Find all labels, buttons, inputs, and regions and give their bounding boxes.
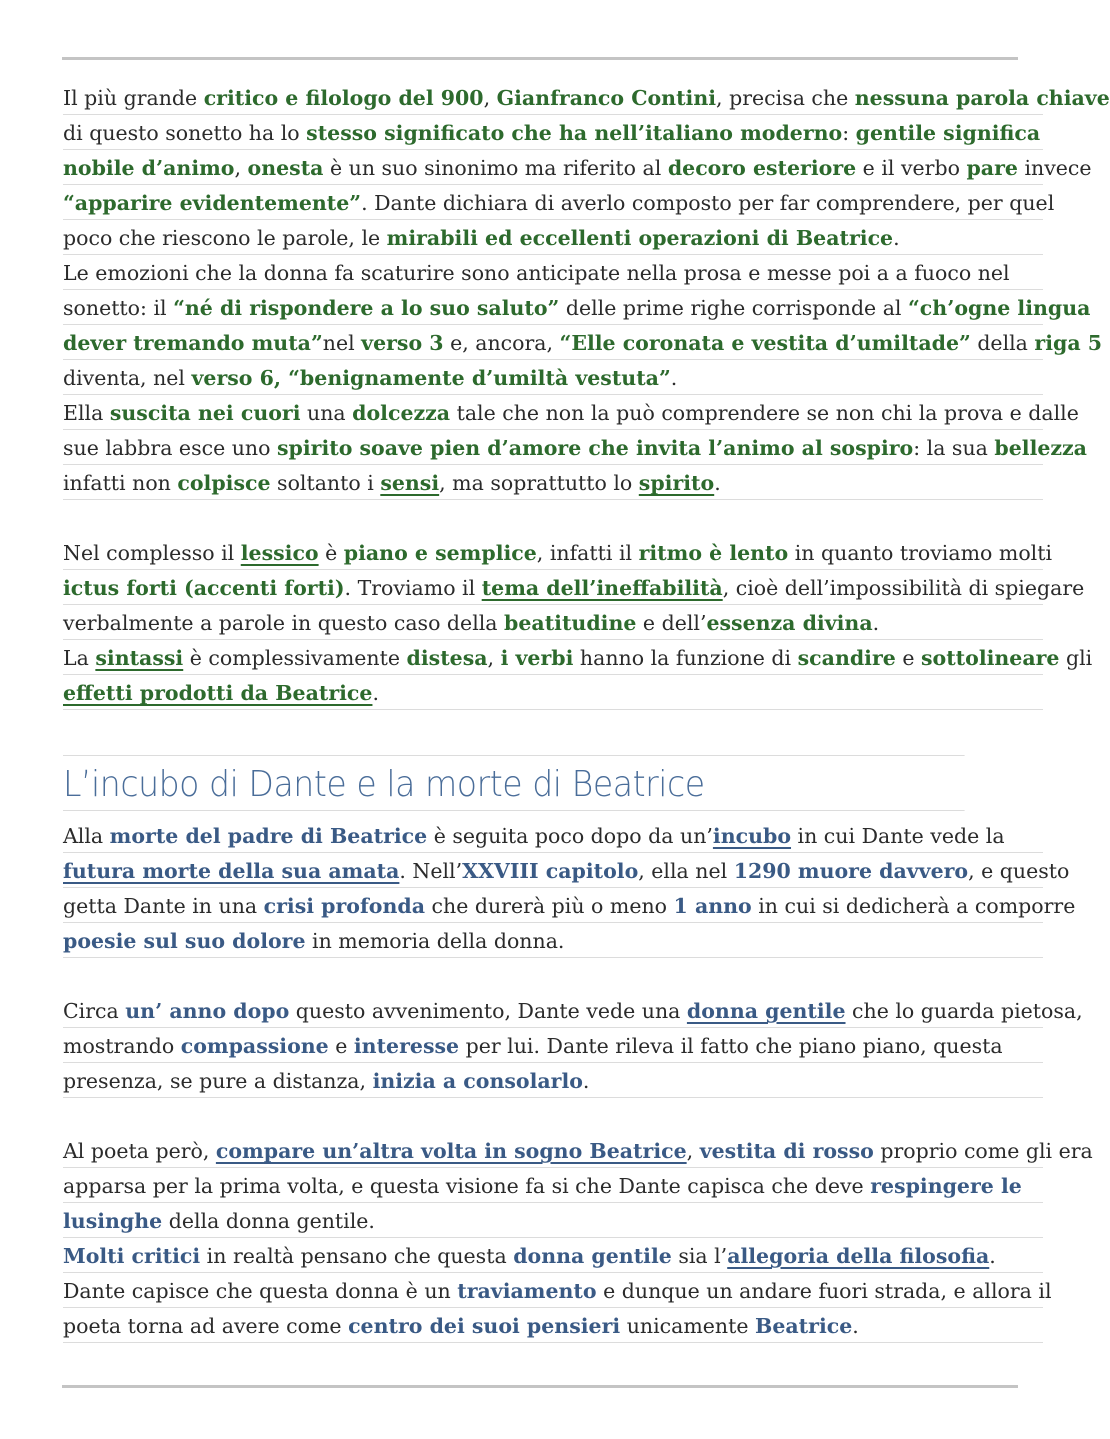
text-run: e dell’: [636, 611, 707, 635]
text-line: [63, 396, 1079, 431]
text-run: Al poeta però,: [63, 1139, 216, 1163]
text-line: [63, 1134, 1093, 1169]
text-run: è seguita poco dopo da un’: [427, 824, 713, 848]
text-run: poco che riescono le parole, le: [63, 226, 387, 250]
highlighted-text: “né di rispondere a lo suo saluto”: [173, 296, 560, 320]
highlighted-text: vestita di rosso: [699, 1139, 874, 1163]
highlighted-text: i verbi: [500, 646, 574, 670]
highlighted-text: spirito soave pien d’amore che invita l’animo al sospiro: [276, 436, 914, 460]
highlighted-text: “apparire evidentemente”: [63, 191, 362, 215]
highlighted-text: ictus forti (accenti forti): [63, 576, 345, 600]
text-run: . Dante dichiara di averlo composto per far comprendere, per quel: [361, 191, 1055, 215]
text-run: delle prime righe corrisponde al: [559, 296, 909, 320]
text-run: questo avvenimento, Dante vede una: [289, 999, 687, 1023]
highlighted-text: scandire: [797, 646, 896, 670]
text-run: :: [842, 121, 856, 145]
highlighted-text: suscita nei cuori: [109, 401, 301, 425]
text-run: proprio come gli era: [873, 1139, 1093, 1163]
highlighted-text: effetti prodotti da Beatrice: [63, 681, 373, 705]
text-line: [63, 606, 1043, 641]
text-run: è complessivamente: [183, 646, 407, 670]
paragraph-sogno: [63, 1134, 1093, 1344]
text-line: [63, 676, 1043, 711]
text-run: di questo sonetto ha lo: [63, 121, 307, 145]
highlighted-text: donna gentile: [513, 1244, 672, 1268]
text-run: .: [893, 226, 900, 250]
highlighted-text: futura morte della sua amata: [63, 859, 400, 883]
highlighted-text: piano e semplice: [343, 541, 537, 565]
text-run: , precisa che: [716, 86, 855, 110]
highlighted-text: centro dei suoi pensieri: [348, 1314, 621, 1338]
highlighted-text: donna gentile: [686, 999, 846, 1023]
highlighted-text: nessuna parola chiave: [854, 86, 1110, 110]
highlighted-text: spirito: [638, 471, 715, 495]
text-line: [63, 1274, 1052, 1309]
highlighted-text: morte del padre di Beatrice: [109, 824, 428, 848]
text-line: [63, 854, 1070, 889]
highlighted-text: compassione: [180, 1034, 329, 1058]
text-line: [63, 889, 1076, 924]
highlighted-text: XXVIII capitolo: [462, 859, 639, 883]
highlighted-text: onesta: [247, 156, 324, 180]
text-run: in memoria della donna.: [305, 929, 565, 953]
text-run: getta Dante in una: [63, 894, 264, 918]
highlighted-text: colpisce: [177, 471, 271, 495]
text-run: , infatti il: [536, 541, 639, 565]
text-run: e il verbo: [856, 156, 967, 180]
text-run: della donna gentile.: [162, 1209, 375, 1233]
bottom-rule: [62, 1385, 1018, 1388]
text-run: tale che non la può comprendere se non chi la prova e dalle: [450, 401, 1079, 425]
highlighted-text: sensi: [380, 471, 440, 495]
highlighted-text: poesie sul suo dolore: [63, 929, 306, 953]
text-run: Le emozioni che la donna fa scaturire sono anticipate nella prosa e messe poi a a fuoco nel: [63, 261, 1010, 285]
highlighted-text: beatitudine: [504, 611, 637, 635]
text-run: Il più grande: [63, 86, 204, 110]
text-run: ,: [686, 1139, 700, 1163]
page-content: [63, 81, 1110, 1344]
text-run: ,: [483, 86, 497, 110]
paragraph-incubo: [63, 819, 1076, 959]
text-run: soltanto i: [270, 471, 381, 495]
text-run: per lui. Dante rileva il fatto che piano piano, questa: [459, 1034, 1003, 1058]
text-run: unicamente: [620, 1314, 756, 1338]
text-run: : la sua: [913, 436, 995, 460]
text-line: [63, 571, 1085, 606]
highlighted-text: gentile significa: [855, 121, 1041, 145]
highlighted-text: sottolineare: [921, 646, 1060, 670]
text-run: in realtà pensano che questa: [200, 1244, 514, 1268]
highlighted-text: “Elle coronata e vestita d’umiltade”: [559, 331, 971, 355]
text-run: .: [372, 681, 379, 705]
text-line: [63, 466, 1043, 501]
text-run: e: [895, 646, 921, 670]
highlighted-text: essenza divina: [706, 611, 873, 635]
text-run: in cui Dante vede la: [791, 824, 1005, 848]
highlighted-text: tema dell’ineffabilità: [481, 576, 723, 600]
text-line: [63, 221, 1043, 256]
text-line: [63, 1239, 1043, 1274]
highlighted-text: inizia a consolarlo: [372, 1069, 583, 1093]
section-heading: L’incubo di Dante e la morte di Beatrice: [63, 755, 965, 811]
text-line: [63, 291, 1091, 326]
highlighted-text: traviamento: [457, 1279, 597, 1303]
text-line: [63, 1029, 1043, 1064]
text-run: , ella nel: [638, 859, 734, 883]
highlighted-text: interesse: [353, 1034, 460, 1058]
text-run: .: [989, 1244, 996, 1268]
text-run: in cui si dedicherà a comporre: [751, 894, 1076, 918]
text-run: .: [714, 471, 721, 495]
highlighted-text: allegoria della filosofia: [727, 1244, 990, 1268]
text-run: della: [970, 331, 1035, 355]
highlighted-text: Gianfranco Contini: [496, 86, 717, 110]
highlighted-text: verso 6, “benignamente d’umiltà vestuta”: [191, 366, 671, 390]
text-run: invece: [1017, 156, 1092, 180]
text-line: [63, 536, 1053, 571]
text-line: [63, 819, 1043, 854]
text-run: . Troviamo il: [344, 576, 482, 600]
text-run: che durerà più o meno: [425, 894, 674, 918]
text-run: Dante capisce che questa donna è un: [63, 1279, 458, 1303]
text-run: Circa: [63, 999, 126, 1023]
highlighted-text: dolcezza: [352, 401, 451, 425]
highlighted-text: mirabili ed eccellenti operazioni di Beatrice: [386, 226, 894, 250]
highlighted-text: lessico: [240, 541, 319, 565]
text-run: e, ancora,: [443, 331, 560, 355]
highlighted-text: nobile d’animo: [63, 156, 235, 180]
text-line: [63, 151, 1092, 186]
text-run: Ella: [63, 401, 110, 425]
text-run: apparsa per la prima volta, e questa visione fa si che Dante capisca che deve: [63, 1174, 871, 1198]
text-run: sonetto: il: [63, 296, 174, 320]
text-run: , cioè dell’impossibilità di spiegare: [722, 576, 1085, 600]
text-line: [63, 1064, 1043, 1099]
text-run: è: [318, 541, 344, 565]
text-line: [63, 186, 1055, 221]
text-run: verbalmente a parole in questo caso della: [63, 611, 505, 635]
text-run: una: [300, 401, 353, 425]
highlighted-text: distesa: [406, 646, 488, 670]
text-run: .: [852, 1314, 859, 1338]
text-run: sia l’: [671, 1244, 728, 1268]
highlighted-text: Beatrice: [755, 1314, 853, 1338]
highlighted-text: lusinghe: [63, 1209, 163, 1233]
text-run: nel: [322, 331, 362, 355]
text-run: hanno la funzione di: [573, 646, 798, 670]
highlighted-text: respingere le: [870, 1174, 1022, 1198]
highlighted-text: dever tremando muta”: [63, 331, 323, 355]
text-run: e: [328, 1034, 354, 1058]
highlighted-text: un’ anno dopo: [125, 999, 290, 1023]
text-run: , e questo: [968, 859, 1070, 883]
text-line: [63, 326, 1103, 361]
highlighted-text: riga 5: [1034, 331, 1103, 355]
text-run: Alla: [63, 824, 110, 848]
text-run: gli: [1059, 646, 1093, 670]
highlighted-text: 1 anno: [673, 894, 752, 918]
text-run: .: [872, 611, 880, 635]
highlighted-text: stesso significato che ha nell’italiano moderno: [306, 121, 843, 145]
text-line: [63, 81, 1110, 116]
text-run: infatti non: [63, 471, 178, 495]
highlighted-text: critico e filologo del 900: [203, 86, 484, 110]
text-run: è un suo sinonimo ma riferito al: [323, 156, 668, 180]
text-run: presenza, se pure a distanza,: [63, 1069, 373, 1093]
text-run: sue labbra esce uno: [63, 436, 277, 460]
highlighted-text: pare: [966, 156, 1018, 180]
text-line: [63, 994, 1083, 1029]
highlighted-text: 1290 muore davvero: [733, 859, 969, 883]
paragraph-contini: [63, 81, 1110, 501]
text-run: e dunque un andare fuori strada, e allora il: [596, 1279, 1052, 1303]
highlighted-text: bellezza: [994, 436, 1087, 460]
text-run: poeta torna ad avere come: [63, 1314, 349, 1338]
highlighted-text: incubo: [712, 824, 792, 848]
text-line: [63, 924, 1043, 959]
text-line: [63, 1204, 1043, 1239]
highlighted-text: sintassi: [95, 646, 184, 670]
text-run: in quanto troviamo molti: [788, 541, 1053, 565]
text-run: ,: [234, 156, 248, 180]
highlighted-text: compare un’altra volta in sogno Beatrice: [215, 1139, 687, 1163]
highlighted-text: decoro esteriore: [667, 156, 857, 180]
paragraph-donna-gentile: [63, 994, 1083, 1099]
text-line: [63, 361, 1043, 396]
text-run: Nel complesso il: [63, 541, 241, 565]
text-line: [63, 1169, 1043, 1204]
text-line: [63, 256, 1043, 291]
text-line: [63, 431, 1087, 466]
highlighted-text: verso 3: [361, 331, 444, 355]
text-line: [63, 116, 1043, 151]
text-run: . Nell’: [399, 859, 463, 883]
highlighted-text: crisi profonda: [263, 894, 425, 918]
paragraph-lessico: [63, 536, 1093, 711]
text-run: La: [63, 646, 96, 670]
text-run: diventa, nel: [63, 366, 192, 390]
highlighted-text: Molti critici: [63, 1244, 201, 1268]
text-run: .: [670, 366, 678, 390]
text-run: ,: [487, 646, 501, 670]
text-run: , ma soprattutto lo: [439, 471, 639, 495]
text-run: .: [582, 1069, 590, 1093]
text-run: mostrando: [63, 1034, 181, 1058]
highlighted-text: ritmo è lento: [638, 541, 789, 565]
text-run: che lo guarda pietosa,: [845, 999, 1083, 1023]
text-line: [63, 641, 1093, 676]
highlighted-text: “ch’ogne lingua: [908, 296, 1091, 320]
top-rule: [62, 57, 1018, 60]
text-line: [63, 1309, 1043, 1344]
